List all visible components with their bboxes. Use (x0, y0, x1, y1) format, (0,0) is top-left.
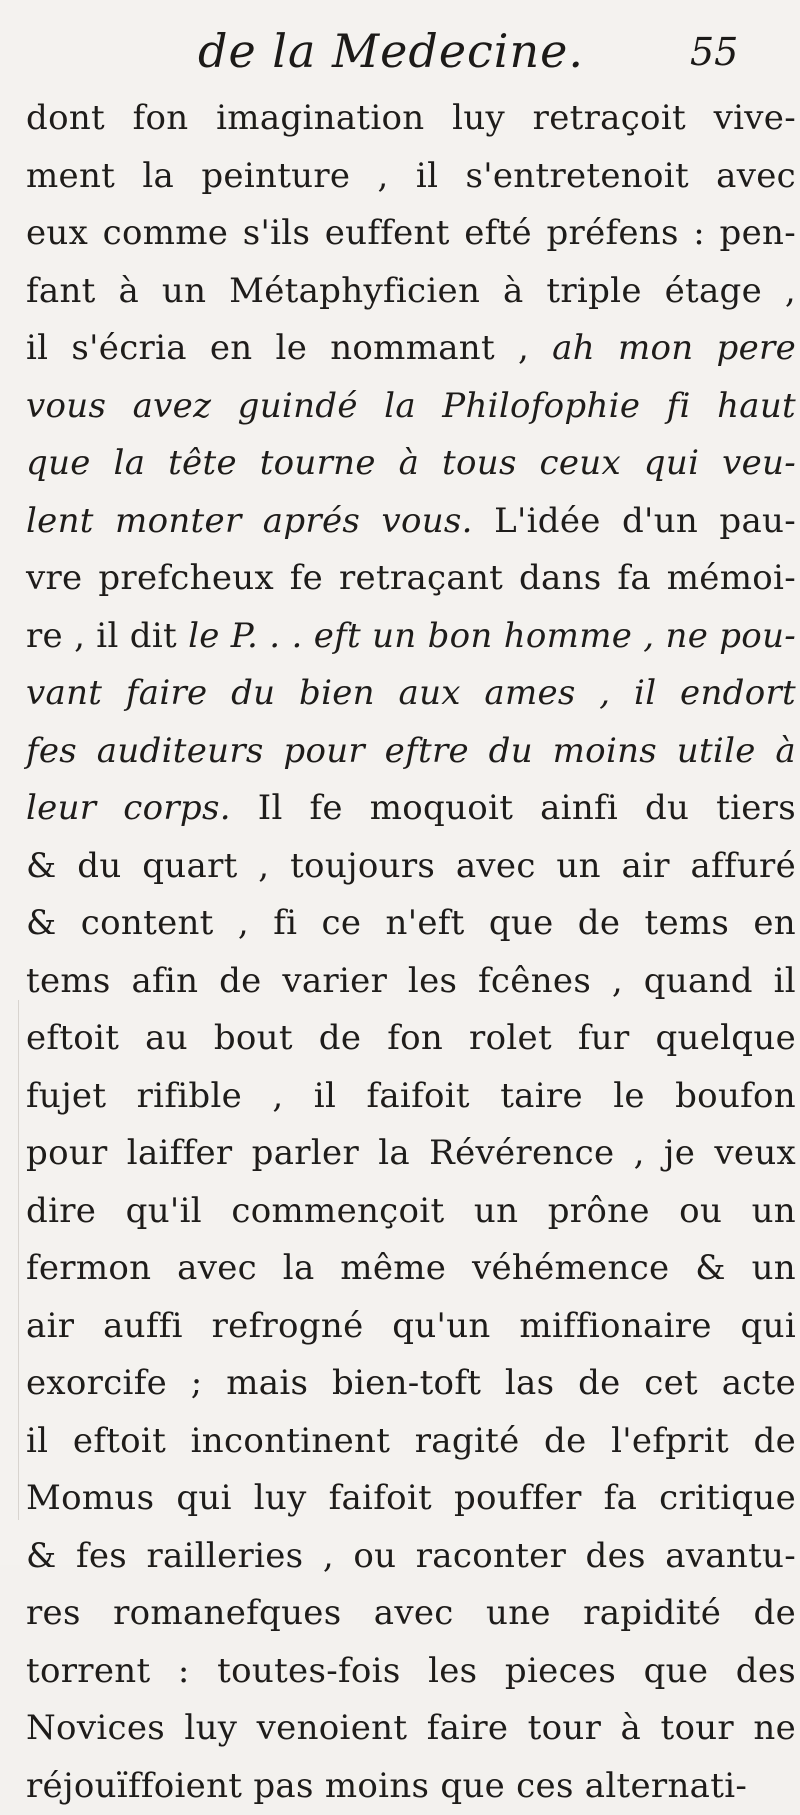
roman-text: fant à un Métaphyficien à triple étage , (26, 271, 796, 311)
text-line (26, 148, 796, 206)
roman-text: Il fe moquoit ainfi du tiers (231, 788, 796, 828)
text-line (26, 723, 796, 781)
text-line (26, 263, 796, 321)
text-line (26, 1183, 796, 1241)
roman-text: dont fon imagination luy retraçoit vive- (26, 98, 796, 138)
italic-text: vous avez guindé la Philofophie fi haut (26, 386, 796, 426)
text-line (26, 1528, 796, 1586)
italic-text: fes auditeurs pour eftre du moins utile à (26, 731, 796, 771)
italic-text: lent monter aprés vous. (26, 501, 473, 541)
italic-text: leur corps. (26, 788, 231, 828)
text-line (26, 435, 796, 493)
roman-text: Novices luy venoient faire tour à tour ne (26, 1708, 796, 1748)
text-line (26, 1068, 796, 1126)
roman-text: & fes railleries , ou raconter des avantu- (26, 1536, 796, 1576)
italic-text: ah mon pere (552, 328, 796, 368)
page-header (0, 8, 800, 98)
roman-text: & du quart , toujours avec un air affuré (26, 846, 796, 886)
roman-text: air auffi refrogné qu'un miffionaire qui (26, 1306, 796, 1346)
text-line (26, 895, 796, 953)
roman-text: torrent : toutes-fois les pieces que des (26, 1651, 796, 1691)
text-line (26, 1010, 796, 1068)
text-line (26, 780, 796, 838)
roman-text: re , il dit (26, 616, 188, 656)
text-line (26, 493, 796, 551)
roman-text: pour laiffer parler la Révérence , je veux (26, 1133, 796, 1173)
text-line (26, 550, 796, 608)
text-line (26, 1355, 796, 1413)
roman-text: tems afin de varier les fcênes , quand il (26, 961, 796, 1001)
text-line (26, 1240, 796, 1298)
text-line (26, 1470, 796, 1528)
page-number: 55 (690, 30, 738, 74)
roman-text: ment la peinture , il s'entretenoit avec (26, 156, 796, 196)
roman-text: il s'écria en le nommant , (26, 328, 552, 368)
text-line (26, 1758, 796, 1815)
text-line (26, 378, 796, 436)
roman-text: L'idée d'un pau- (473, 501, 796, 541)
roman-text: réjouïffoient pas moins que ces alternati- (26, 1766, 747, 1806)
body-text (26, 90, 796, 1815)
running-title: de la Medecine. (198, 24, 584, 78)
text-line (26, 665, 796, 723)
italic-text: vant faire du bien aux ames , il endort (26, 673, 796, 713)
text-line (26, 608, 796, 666)
roman-text: il eftoit incontinent ragité de l'efprit de (26, 1421, 796, 1461)
roman-text: exorcife ; mais bien-toft las de cet acte (26, 1363, 796, 1403)
text-line (26, 1298, 796, 1356)
roman-text: eux comme s'ils euffent efté préfens : pen- (26, 213, 796, 253)
text-line (26, 320, 796, 378)
text-line (26, 205, 796, 263)
text-line (26, 1585, 796, 1643)
margin-rule (18, 1000, 19, 1520)
roman-text: fujet rifible , il faifoit taire le boufon (26, 1076, 796, 1116)
text-line (26, 953, 796, 1011)
roman-text: vre prefcheux fe retraçant dans fa mémoi- (26, 558, 796, 598)
italic-text: que la tête tourne à tous ceux qui veu- (26, 443, 796, 483)
italic-text: le P. . . eft un bon homme , ne pou- (188, 616, 796, 656)
text-line (26, 1125, 796, 1183)
text-line (26, 1700, 796, 1758)
text-line (26, 838, 796, 896)
roman-text: Momus qui luy faifoit pouffer fa critique (26, 1478, 796, 1518)
text-line (26, 1643, 796, 1701)
text-line (26, 1413, 796, 1471)
text-line (26, 90, 796, 148)
roman-text: & content , fi ce n'eft que de tems en (26, 903, 796, 943)
roman-text: eftoit au bout de fon rolet fur quelque (26, 1018, 796, 1058)
roman-text: fermon avec la même véhémence & un (26, 1248, 796, 1288)
roman-text: dire qu'il commençoit un prône ou un (26, 1191, 796, 1231)
roman-text: res romanefques avec une rapidité de (26, 1593, 796, 1633)
